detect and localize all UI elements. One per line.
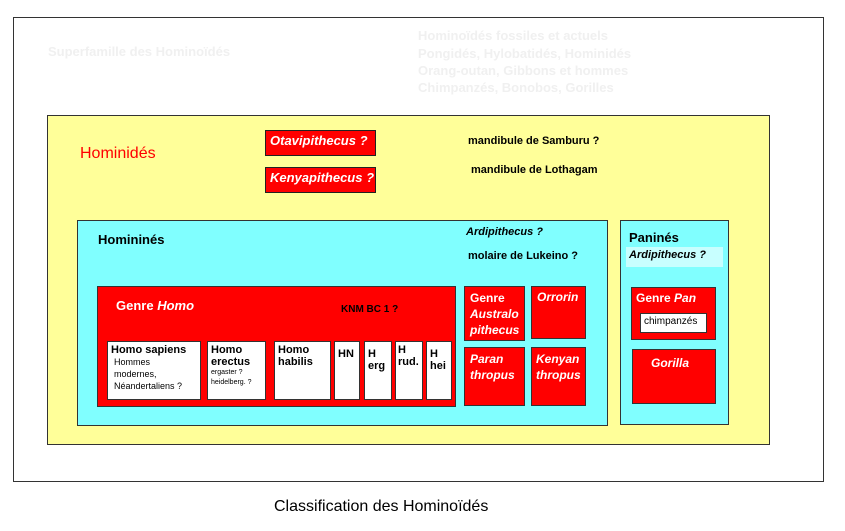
- genre-homo-prefix: Genre: [116, 298, 158, 313]
- homo-sapiens-line3: Néandertaliens ?: [114, 381, 183, 391]
- h-erg-box: [364, 341, 392, 400]
- paranthropus-line1: Paran: [470, 352, 504, 366]
- australo-line3: pithecus: [470, 323, 520, 337]
- paranthropus-box: [464, 347, 525, 406]
- kenyanthropus-line2: thropus: [536, 368, 581, 382]
- homo-erectus-line4: heidelberg. ?: [211, 379, 252, 386]
- chimpanzes-box: chimpanzés: [640, 313, 707, 333]
- hominides-title: Hominidés: [80, 145, 156, 162]
- kenyanthropus-line1: Kenyan: [536, 352, 580, 366]
- h-hei-line1: H: [430, 348, 438, 360]
- kenyapithecus-box: Kenyapithecus ?: [265, 167, 376, 193]
- kenyanthropus-box: [531, 347, 586, 406]
- orrorin-label: Orrorin: [537, 290, 579, 304]
- gorilla-box: [632, 349, 716, 404]
- h-erg-line2: erg: [368, 360, 386, 372]
- hominines-ardipithecus: Ardipithecus ?: [466, 226, 544, 238]
- lukeino-label: molaire de Lukeino ?: [468, 250, 579, 262]
- genre-pan-prefix: Genre: [636, 291, 675, 305]
- panines-ardipithecus: Ardipithecus ?: [626, 247, 723, 267]
- faint-line-1: Hominoïdés fossiles et actuels: [418, 28, 609, 43]
- homo-sapiens-title: Homo sapiens: [111, 344, 187, 356]
- australo-line1: Genre: [470, 291, 505, 305]
- panines-title: Paninés: [629, 230, 679, 245]
- homo-sapiens-box: [107, 341, 201, 400]
- lothagam-label: mandibule de Lothagam: [471, 164, 598, 176]
- homo-habilis-line2: habilis: [278, 356, 313, 368]
- genre-homo-name: Homo: [157, 298, 195, 313]
- genre-homo-title: [116, 298, 194, 313]
- knm-label: KNM BC 1 ?: [341, 304, 399, 315]
- h-rud-line2: rud.: [398, 356, 419, 368]
- homo-erectus-box: [207, 341, 266, 400]
- faint-line-2: Pongidés, Hylobatidés, Hominidés: [418, 46, 632, 61]
- homo-sapiens-line2: modernes,: [114, 369, 157, 379]
- homo-erectus-line1: Homo: [211, 344, 243, 356]
- otavipithecus-box: Otavipithecus ?: [265, 130, 376, 156]
- gorilla-label: Gorilla: [651, 356, 690, 370]
- h-rud-box: [395, 341, 423, 400]
- samburu-label: mandibule de Samburu ?: [468, 135, 600, 147]
- paranthropus-line2: thropus: [470, 368, 515, 382]
- orrorin-box: [531, 286, 586, 339]
- homo-sapiens-line1: Hommes: [114, 357, 151, 367]
- faint-line-3: Orang-outan, Gibbons et hommes: [418, 63, 629, 78]
- faint-title: Superfamille des Hominoïdés: [48, 44, 231, 59]
- diagram-caption: Classification des Hominoïdés: [274, 498, 489, 515]
- homo-erectus-line2: erectus: [211, 356, 251, 368]
- hn-box: [334, 341, 360, 400]
- hn-label: HN: [338, 348, 354, 360]
- h-hei-box: [426, 341, 452, 400]
- australopithecus-box: [464, 286, 525, 341]
- h-rud-line1: H: [398, 344, 406, 356]
- homo-erectus-line3: ergaster ?: [211, 369, 243, 376]
- homo-habilis-box: [274, 341, 331, 400]
- hominines-title: Homininés: [98, 232, 165, 247]
- homo-habilis-line1: Homo: [278, 344, 310, 356]
- genre-pan-title: [636, 291, 696, 305]
- h-erg-line1: H: [368, 348, 376, 360]
- genre-pan-name: Pan: [674, 291, 697, 305]
- h-hei-line2: hei: [430, 360, 446, 372]
- australo-line2: Australo: [470, 307, 519, 321]
- faint-line-4: Chimpanzés, Bonobos, Gorilles: [418, 80, 614, 95]
